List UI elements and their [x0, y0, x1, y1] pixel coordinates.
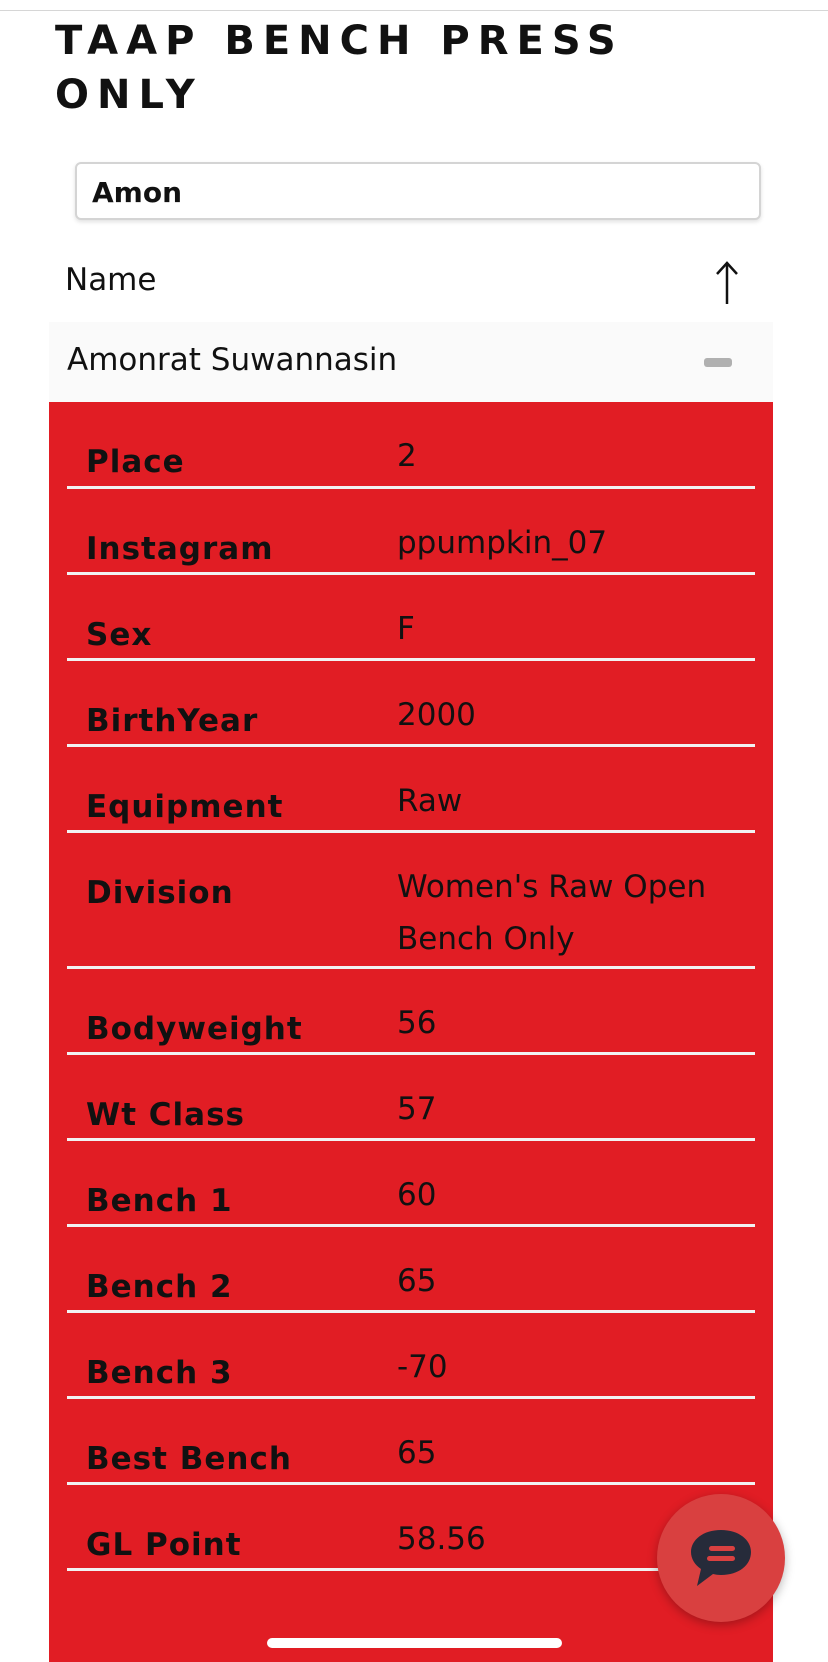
detail-row-wt-class — [67, 1055, 755, 1141]
detail-label: Equipment — [86, 789, 284, 825]
detail-label: Sex — [86, 617, 153, 653]
detail-value: 65 — [397, 1263, 437, 1299]
detail-value: Raw — [397, 783, 463, 819]
detail-label: Bodyweight — [86, 1011, 303, 1047]
detail-value: 2000 — [397, 697, 476, 733]
detail-row-bench-3 — [67, 1313, 755, 1399]
table-row[interactable] — [49, 322, 773, 402]
detail-value: ppumpkin_07 — [397, 525, 608, 561]
detail-value: F — [397, 611, 415, 647]
search-input-value: Amon — [92, 176, 183, 209]
detail-value: 60 — [397, 1177, 437, 1213]
detail-label: GL Point — [86, 1527, 242, 1563]
arrow-up-icon[interactable] — [710, 258, 744, 308]
detail-value: Women's Raw Open Bench Only — [397, 869, 707, 957]
detail-label: Instagram — [86, 531, 274, 567]
detail-value: -70 — [397, 1349, 448, 1385]
minus-icon[interactable] — [704, 358, 732, 367]
detail-value: 57 — [397, 1091, 437, 1127]
detail-row-bench-2 — [67, 1227, 755, 1313]
detail-row-sex — [67, 575, 755, 661]
home-indicator — [267, 1638, 562, 1648]
detail-value: 56 — [397, 1005, 437, 1041]
top-divider — [0, 10, 828, 11]
name-column-header[interactable]: Name — [65, 262, 157, 298]
detail-label: Bench 3 — [86, 1355, 233, 1391]
detail-value: 58.56 — [397, 1521, 486, 1557]
page-title: TAAP BENCH PRESS ONLY — [55, 18, 624, 118]
detail-row-birthyear — [67, 661, 755, 747]
detail-value: 65 — [397, 1435, 437, 1471]
detail-row-best-bench — [67, 1399, 755, 1485]
chat-bubble-icon — [657, 1494, 785, 1622]
detail-row-instagram — [67, 489, 755, 575]
detail-label: Bench 2 — [86, 1269, 233, 1305]
detail-label: Wt Class — [86, 1097, 246, 1133]
detail-row-gl-point — [67, 1485, 755, 1571]
detail-label: Bench 1 — [86, 1183, 233, 1219]
chat-button[interactable] — [657, 1494, 785, 1622]
detail-row-bodyweight — [67, 969, 755, 1055]
detail-row-equipment — [67, 747, 755, 833]
detail-label: BirthYear — [86, 703, 259, 739]
detail-label: Division — [86, 875, 234, 911]
detail-label: Place — [86, 444, 185, 480]
detail-value: 2 — [397, 438, 417, 474]
detail-row-bench-1 — [67, 1141, 755, 1227]
detail-row-place — [67, 402, 755, 489]
detail-label: Best Bench — [86, 1441, 292, 1477]
detail-row-division — [67, 833, 755, 969]
search-input[interactable] — [75, 162, 761, 220]
row-name: Amonrat Suwannasin — [67, 342, 398, 378]
row-detail-panel — [49, 402, 773, 1662]
